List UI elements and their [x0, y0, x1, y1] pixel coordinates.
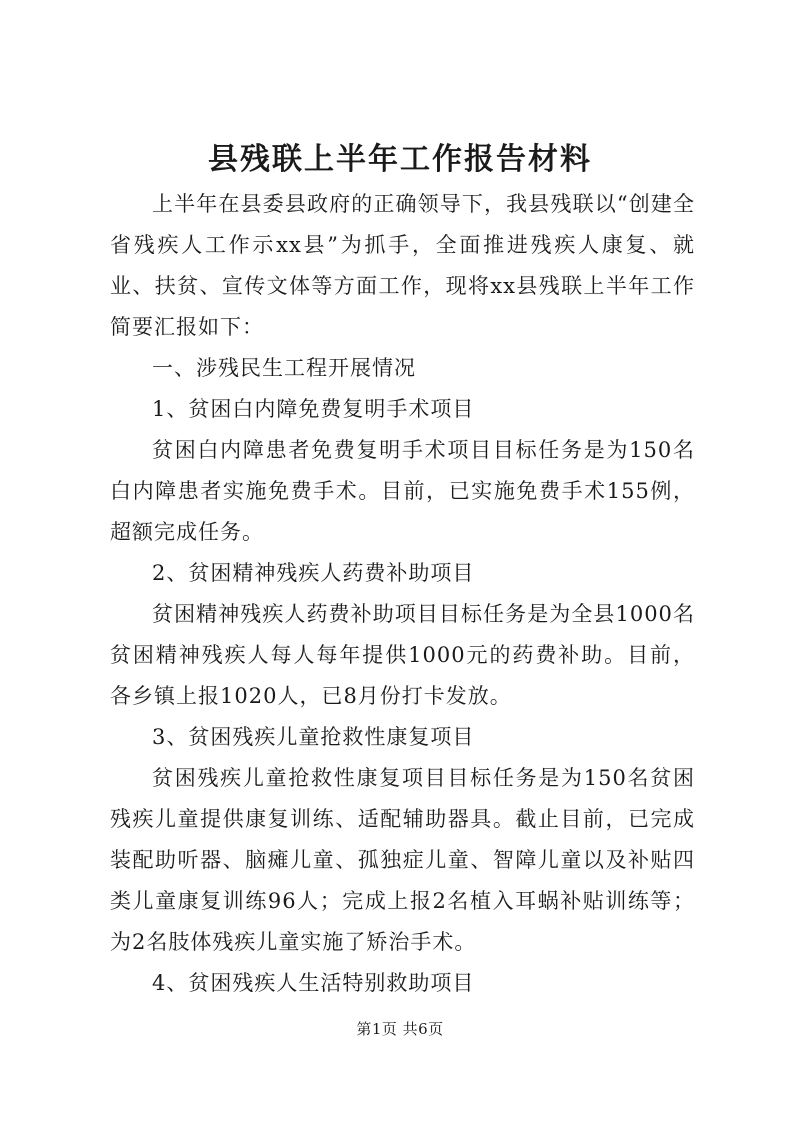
- body-paragraph-3: 贫困残疾儿童抢救性康复项目目标任务是为150名贫困残疾儿童提供康复训练、适配辅助器具。截止目前，已完成装配助听器、脑瘫儿童、孤独症儿童、智障儿童以及补贴四类儿童康复训练96人；完成上报2名植入耳蜗补贴训练等；为2名肢体残疾儿童实施了矫治手术。: [110, 766, 695, 954]
- document-title: 县残联上半年工作报告材料: [208, 142, 592, 177]
- section-heading-1: 一、涉残民生工程开展情况: [152, 356, 416, 380]
- body-paragraph-1: 贫困白内障患者免费复明手术项目目标任务是为150名白内障患者实施免费手术。目前，已实施免费手术155例，超额完成任务。: [110, 438, 695, 544]
- page-number-footer: 第1页 共6页: [356, 1020, 444, 1038]
- subheading-3: 3、贫困残疾儿童抢救性康复项目: [152, 725, 475, 749]
- subheading-2: 2、贫困精神残疾人药费补助项目: [152, 561, 475, 585]
- subheading-4: 4、贫困残疾人生活特别救助项目: [152, 971, 475, 995]
- document-body: [110, 184, 695, 1004]
- body-paragraph-2: 贫困精神残疾人药费补助项目目标任务是为全县1000名贫困精神残疾人每人每年提供1000元的药费补助。目前，各乡镇上报1020人，已8月份打卡发放。: [110, 602, 695, 708]
- subheading-1: 1、贫困白内障免费复明手术项目: [152, 397, 475, 421]
- intro-paragraph: 上半年在县委县政府的正确领导下，我县残联以“创建全省残疾人工作示xx县”为抓手，全面推进残疾人康复、就业、扶贫、宣传文体等方面工作，现将xx县残联上半年工作简要汇报如下：: [110, 192, 695, 339]
